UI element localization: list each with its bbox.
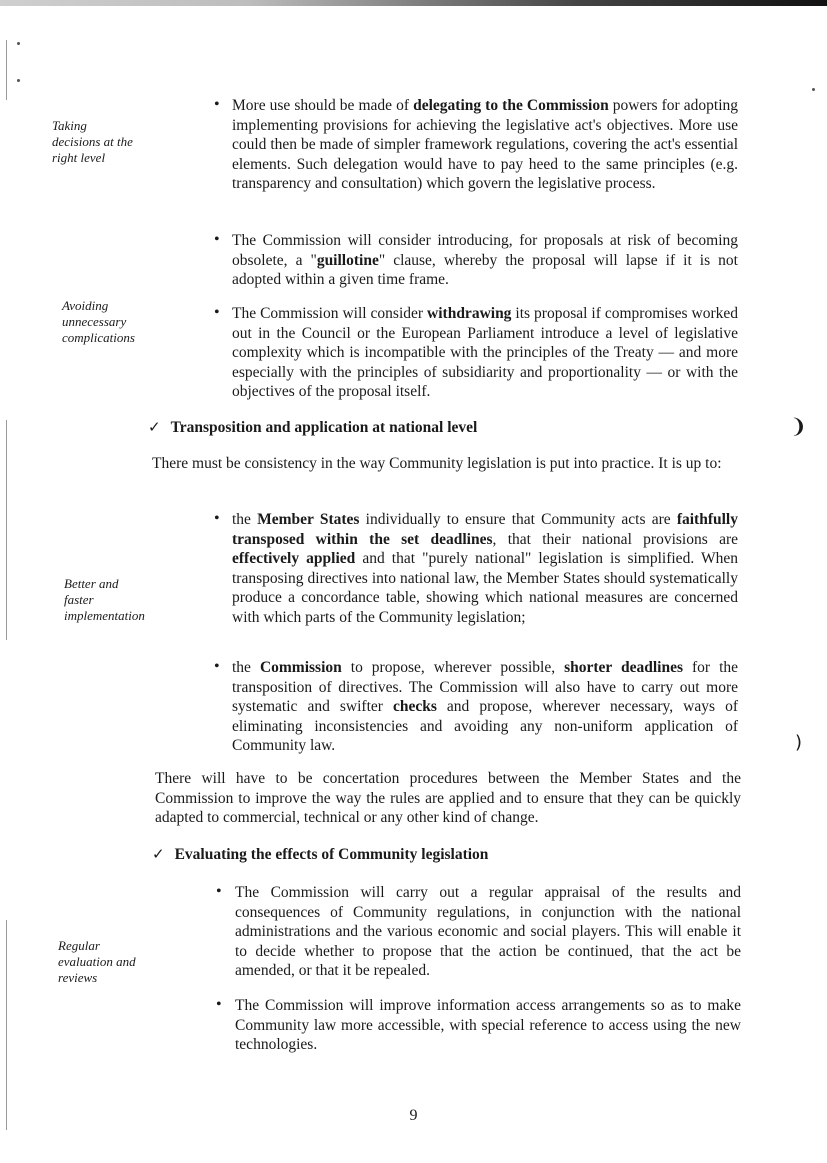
scan-mark-blot: ❩ (790, 414, 807, 438)
bullet-marker: • (214, 96, 220, 113)
bullet-marker: • (214, 231, 220, 248)
section-heading-evaluating: ✓ Evaluating the effects of Community legislation (152, 845, 489, 863)
scan-speck (17, 42, 20, 45)
margin-note-better-implementation: Better and faster implementation (64, 576, 145, 623)
bullet-withdrawing: The Commission will consider withdrawing its proposal if compromises worked out in the Council or the European Parliament introduce a level of legislative complexity which is incompatible with the principles of the Treaty — and more especially with the principles of subsidiarity and proportionality — or with the objectives of the proposal itself. (232, 305, 738, 400)
bullet-delegating: More use should be made of delegating to the Commission powers for adopting implementing provisions for achieving the legislative act's objectives. More use could then be made of simpler framework regulations, covering the act's essential elements. Such delegation would have to pay heed to the same principles (e.g. transparency and consultation) which govern the legislative process. (232, 97, 739, 192)
checkmark-icon: ✓ (148, 418, 161, 436)
bullet-marker: • (216, 996, 222, 1013)
section-heading-transposition: ✓ Transposition and application at national level (148, 418, 478, 436)
margin-note-avoiding-complications: Avoiding unnecessary complications (62, 298, 135, 345)
paragraph-concertation: There will have to be concertation procedures between the Member States and the Commission to improve the way the rules are applied and to ensure that they can be quickly adapted to commercial, technical or any other kind of change. (155, 770, 741, 826)
scan-speck (812, 88, 815, 91)
scan-speck (17, 79, 20, 82)
scan-left-mark (6, 420, 7, 640)
bullet-member-states: the Member States individually to ensure that Community acts are faithfully transposed within the set deadlines, that their national provisions are effectively applied and that "purely national" legislation is simplified. When transposing directives into national law, the Member States should systematically produce a concordance table, showing which national measures are concerned with which parts of the Community legislation; (232, 511, 738, 626)
bullet-commission-deadlines: the Commission to propose, wherever possible, shorter deadlines for the transposition of directives. The Commission will also have to carry out more systematic and swifter checks and propose, wherever necessary, ways of eliminating inconsistencies and avoiding any non-uniform application of Community law. (232, 659, 739, 754)
margin-note-taking-decisions: Taking decisions at the right level (52, 118, 133, 165)
bullet-marker: • (214, 304, 220, 321)
margin-note-regular-evaluation: Regular evaluation and reviews (58, 938, 136, 985)
bullet-marker: • (216, 883, 222, 900)
paragraph-consistency: There must be consistency in the way Community legislation is put into practice. It is up to: (152, 455, 722, 472)
scan-top-edge (0, 0, 827, 6)
bullet-regular-appraisal: The Commission will carry out a regular appraisal of the results and consequences of Community regulations, in conjunction with the national administrations and the various economic and social players. This will enable it to decide whether to propose that the action be continued, that the act be amended, or that it be repealed. (235, 884, 741, 979)
scan-left-mark (6, 920, 7, 1130)
scan-mark-paren: ) (795, 732, 803, 753)
bullet-marker: • (214, 658, 220, 675)
bullet-information-access: The Commission will improve information access arrangements so as to make Community law more accessible, with special reference to access using the new technologies. (235, 997, 741, 1053)
scan-left-mark (6, 40, 7, 100)
page-number: 9 (409, 1107, 418, 1124)
checkmark-icon: ✓ (152, 845, 165, 863)
bullet-guillotine: The Commission will consider introducing, for proposals at risk of becoming obsolete, a "guillotine" clause, whereby the proposal will lapse if it is not adopted within a given time frame. (232, 232, 738, 288)
bullet-marker: • (214, 510, 220, 527)
